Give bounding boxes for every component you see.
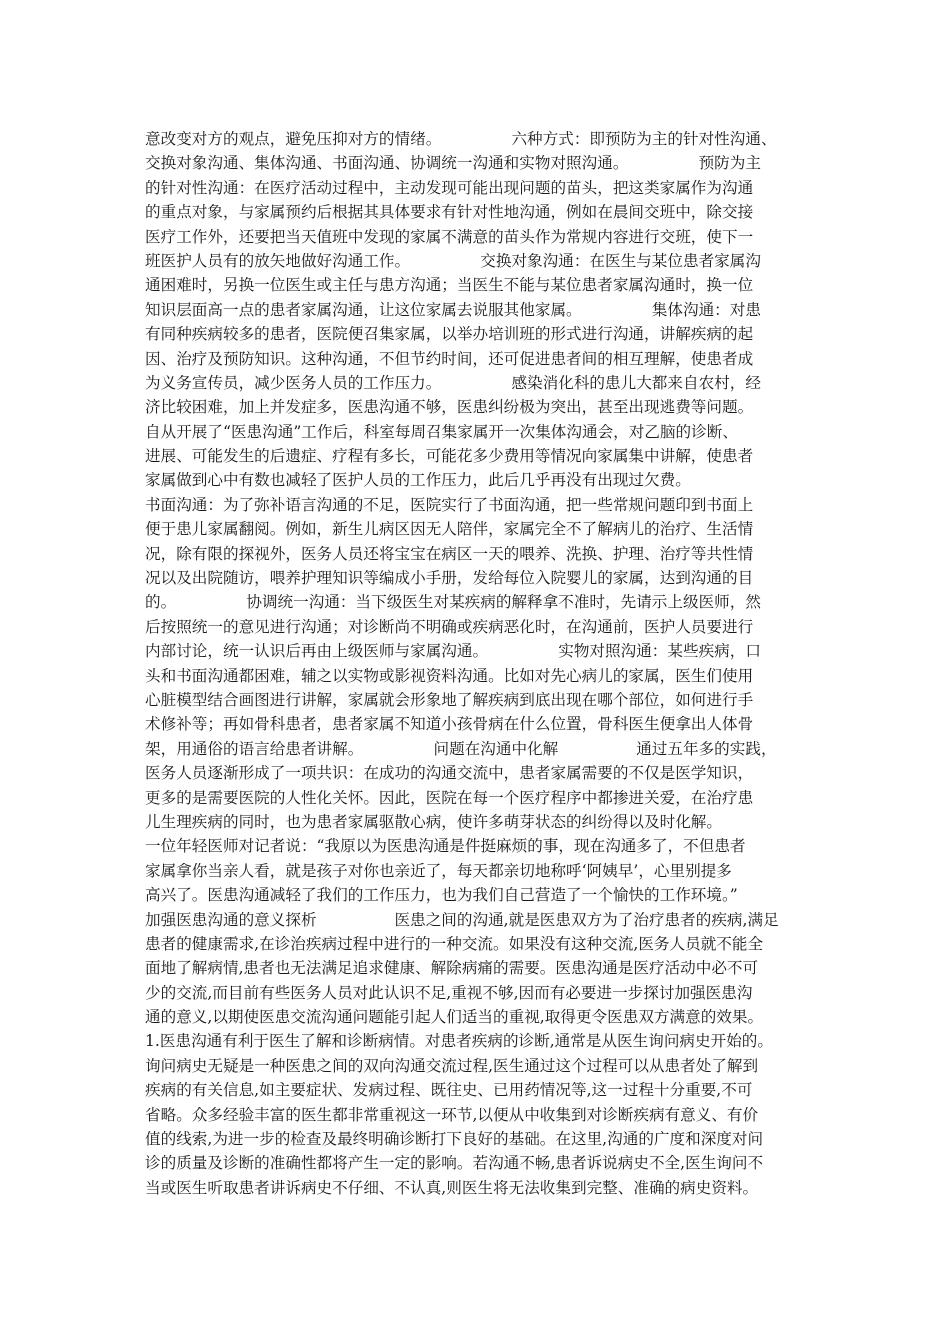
text-line: 医务人员逐渐形成了一项共识：在成功的沟通交流中，患者家属需要的不仅是医学知识， [145,764,754,783]
text-line: 询问病史无疑是一种医患之间的双向沟通交流过程,医生通过这个过程可以从患者处了解到 [145,1056,759,1075]
text-line: 为义务宣传员，减少医务人员的工作压力。 感染消化科的患儿大都来自农村，经 [145,373,761,392]
text-line: 的重点对象，与家属预约后根据其具体要求有针对性地沟通，例如在晨间交班中，除交接 [145,203,754,222]
text-line: 知识层面高一点的患者家属沟通，让这位家属去说服其他家属。 集体沟通：对患 [145,300,761,319]
text-line: 诊的质量及诊断的准确性都将产生一定的影响。若沟通不畅,患者诉说病史不全,医生询问不 [145,1154,764,1173]
text-line: 疾病的有关信息,如主要症状、发病过程、既往史、已用药情况等,这一过程十分重要,不可 [145,1081,753,1100]
text-line: 内部讨论，统一认识后再由上级医师与家属沟通。 实物对照沟通：某些疾病，口 [145,642,761,661]
text-line: 因、治疗及预防知识。这种沟通，不但节约时间，还可促进患者间的相互理解，使患者成 [145,349,754,368]
text-line: 进展、可能发生的后遗症、疗程有多长，可能花多少费用等情况向家属集中讲解，使患者 [145,447,754,466]
text-line: 架，用通俗的语言给患者讲解。 问题在沟通中化解 通过五年多的实践， [145,739,777,758]
text-line: 患者的健康需求,在诊治疾病过程中进行的一种交流。如果没有这种交流,医务人员就不能全 [145,934,764,953]
text-line: 术修补等；再如骨科患者，患者家属不知道小孩骨病在什么位置，骨科医生便拿出人体骨 [145,715,754,734]
text-line: 家属拿你当亲人看，就是孩子对你也亲近了，每天都亲切地称呼‘阿姨早’，心里别提多 [145,861,732,880]
text-line: 自从开展了“医患沟通”工作后，科室每周召集家属开一次集体沟通会，对乙脑的诊断、 [145,422,738,441]
text-line: 有同种疾病较多的患者，医院便召集家属，以举办培训班的形式进行沟通，讲解疾病的起 [145,325,754,344]
text-line: 儿生理疾病的同时，也为患者家属驱散心病，使许多萌芽状态的纠纷得以及时化解。 [145,812,722,831]
text-line: 更多的是需要医院的人性化关怀。因此，医院在每一个医疗程序中都掺进关爱，在治疗患 [145,788,754,807]
text-line: 通困难时，另换一位医生或主任与患方沟通；当医生不能与某位患者家属沟通时，换一位 [145,276,754,295]
text-line: 家属做到心中有数也减轻了医护人员的工作压力，此后几乎再没有出现过欠费。 [145,471,691,490]
text-line: 医疗工作外，还要把当天值班中发现的家属不满意的苗头作为常规内容进行交班，使下一 [145,227,754,246]
text-line: 省略。众多经验丰富的医生都非常重视这一环节,以便从中收集到对诊断疾病有意义、有价 [145,1105,759,1124]
text-line: 通的意义,以期使医患交流沟通问题能引起人们适当的重视,取得更令医患双方满意的效果。 [145,1008,764,1027]
document-body [145,127,813,1200]
text-line: 加强医患沟通的意义探析 医患之间的沟通,就是医患双方为了治疗患者的疾病,满足 [145,910,779,929]
text-line: 面地了解病情,患者也无法满足追求健康、解除病痛的需要。医患沟通是医疗活动中必不可 [145,959,759,978]
text-line: 意改变对方的观点，避免压抑对方的情绪。 六种方式：即预防为主的针对性沟通、 [145,130,777,148]
text-line: 一位年轻医师对记者说：“我原以为医患沟通是件挺麻烦的事，现在沟通多了，不但患者 [145,837,746,856]
text-line: 便于患儿家属翻阅。例如，新生儿病区因无人陪伴，家属完全不了解病儿的治疗、生活情 [145,520,754,539]
text-line: 交换对象沟通、集体沟通、书面沟通、协调统一沟通和实物对照沟通。 预防为主 [145,154,761,173]
text-line: 高兴了。医患沟通减轻了我们的工作压力，也为我们自己营造了一个愉快的工作环境。” [145,886,738,905]
text-line: 况以及出院随访，喂养护理知识等编成小手册，发给每位入院婴儿的家属，达到沟通的目 [145,569,754,588]
text-line: 况，除有限的探视外，医务人员还将宝宝在病区一天的喂养、洗换、护理、治疗等共性情 [145,544,754,563]
text-line: 书面沟通：为了弥补语言沟通的不足，医院实行了书面沟通，把一些常规问题印到书面上 [145,495,754,514]
text-line: 的。 协调统一沟通：当下级医生对某疾病的解释拿不准时，先请示上级医师，然 [145,593,761,612]
text-line: 当或医生听取患者讲诉病史不仔细、不认真,则医生将无法收集到完整、准确的病史资料。 [145,1178,759,1197]
text-line: 济比较困难，加上并发症多，医患沟通不够，医患纠纷极为突出，甚至出现逃费等问题。 [145,398,754,417]
text-line: 后按照统一的意见进行沟通；对诊断尚不明确或疾病恶化时，在沟通前，医护人员要进行 [145,617,754,636]
text-line: 头和书面沟通都困难，辅之以实物或影视资料沟通。比如对先心病儿的家属，医生们使用 [145,666,754,685]
text-line: 1.医患沟通有利于医生了解和诊断病情。对患者疾病的诊断,通常是从医生询问病史开始的。 [145,1032,773,1051]
text-line: 心脏模型结合画图进行讲解，家属就会形象地了解疾病到底出现在哪个部位，如何进行手 [145,690,754,709]
text-line: 的针对性沟通：在医疗活动过程中，主动发现可能出现问题的苗头，把这类家属作为沟通 [145,178,754,197]
text-line: 班医护人员有的放矢地做好沟通工作。 交换对象沟通：在医生与某位患者家属沟 [145,251,761,270]
text-line: 少的交流,而目前有些医务人员对此认识不足,重视不够,因而有必要进一步探讨加强医患沟 [145,983,753,1002]
text-line: 值的线索,为进一步的检查及最终明确诊断打下良好的基础。在这里,沟通的广度和深度对问 [145,1130,764,1149]
